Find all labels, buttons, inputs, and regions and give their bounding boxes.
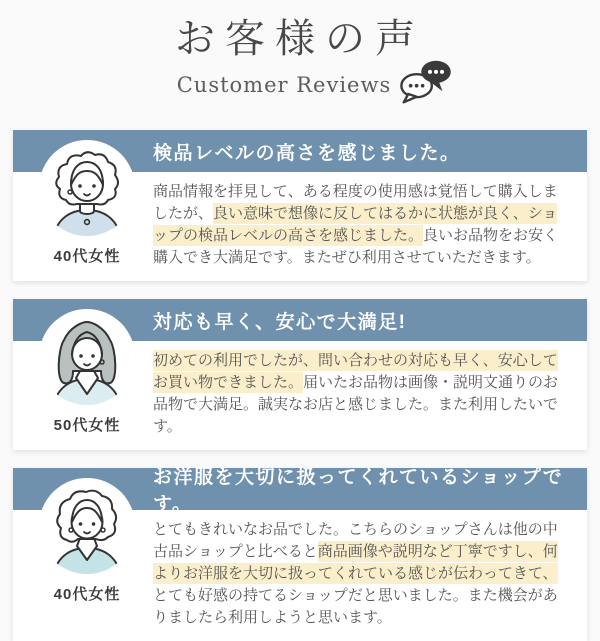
woman-curly-hair-avatar-icon (39, 140, 135, 236)
woman-gray-bob-avatar-icon (39, 309, 135, 405)
review-text-highlighted: 良い意味で想像に反してはるかに状態が良く、ショップの検品レベルの高さを感じました。 (153, 205, 558, 244)
review-text-highlighted: 初めての利用でしたが、問い合わせの対応も早く、安心してお買い物できました。 (153, 352, 558, 391)
page-title: お客様の声 (175, 16, 425, 62)
review-card-1 (13, 130, 587, 281)
review-text: 良いお品物をお安く購入でき大満足です。またぜひ利用させていただきます。 (153, 227, 559, 266)
speech-bubbles-icon (395, 58, 453, 106)
review-1-avatar-block (39, 140, 135, 266)
review-1-age-label: 40代女性 (53, 248, 121, 265)
review-text: 商品情報を拝見して、ある程度の使用感は覚悟して購入しましたが、 (153, 183, 558, 222)
page-subtitle-row (30, 64, 600, 106)
review-2-title: 対応も早く、安心で大満足! (153, 311, 407, 333)
review-1-title: 検品レベルの高さを感じました。 (153, 142, 461, 164)
woman-short-wavy-hair-avatar-icon (39, 478, 135, 574)
review-text-highlighted: 商品画像や説明など丁寧ですし、何よりお洋服を大切に扱ってくれている感じが伝わってきて、 (153, 543, 558, 582)
review-text: とてもきれいなお品でした。こちらのショップさんは他の中古品ショップと比べると (153, 521, 558, 560)
review-3-avatar-block (39, 478, 135, 604)
review-2-avatar-block (39, 309, 135, 435)
review-text: とても好感の持てるショップだと思いました。また機会がありましたら利用しようと思います。 (153, 587, 558, 626)
review-card-2 (13, 299, 587, 450)
page-header (0, 0, 600, 106)
review-2-age-label: 50代女性 (53, 417, 121, 434)
review-3-age-label: 40代女性 (53, 586, 121, 603)
page-subtitle: Customer Reviews (176, 73, 392, 97)
review-cards (0, 130, 600, 641)
review-text: 届いたお品物は画像・説明文通りのお品物で大満足。誠実なお店と感じました。また利用したいです。 (153, 374, 559, 435)
review-3-title: お洋服を大切に扱ってくれているショップです。 (153, 467, 564, 515)
review-card-3 (13, 468, 587, 641)
